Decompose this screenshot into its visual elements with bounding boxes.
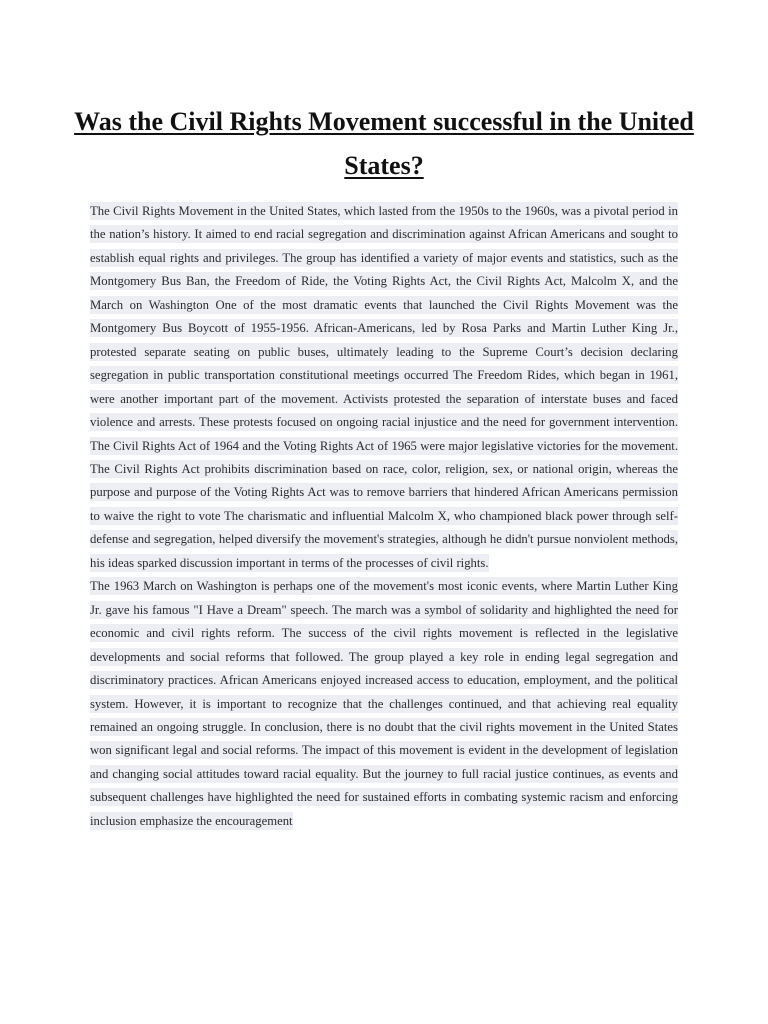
paragraph-1-text: The Civil Rights Movement in the United States, which lasted from the 1950s to the 1960s, was a pivotal period in the nation’s history. It aimed to end racial segregation and discrimination against African Americans and sought to establish equal rights and privileges. The group has identified a variety of major events and statistics, such as the Montgomery Bus Ban, the Freedom of Ride, the Voting Rights Act, the Civil Rights Act, Malcolm X, and the March on Washington One of the most dramatic events that launched the Civil Rights Movement was the Montgomery Bus Boycott of 1955-1956. African-Americans, led by Rosa Parks and Martin Luther King Jr., protested separate seating on public buses, ultimately leading to the Supreme Court’s decision declaring segregation in public transportation constitutional meetings occurred The Freedom Rides, which began in 1961, were another important part of the movement. Activists protested the separation of interstate buses and faced violence and arrests. These protests focused on ongoing racial injustice and the need for government intervention. The Civil Rights Act of 1964 and the Voting Rights Act of 1965 were major legislative victories for the movement. The Civil Rights Act prohibits discrimination based on race, color, religion, sex, or national origin, whereas the purpose and purpose of the Voting Rights Act was to remove barriers that hindered African Americans permission to waive the right to vote The charismatic and influential Malcolm X, who championed black power through self-defense and segregation, helped diversify the movement's strategies, although he didn't pursue nonviolent methods, his ideas sparked discussion important in terms of the processes of civil rights. [90, 204, 678, 570]
paragraph-2 [90, 575, 678, 833]
paragraph-1 [90, 200, 678, 575]
paragraph-2-text: The 1963 March on Washington is perhaps one of the movement's most iconic events, where Martin Luther King Jr. gave his famous "I Have a Dream" speech. The march was a symbol of solidarity and highlighted the need for economic and civil rights reform. The success of the civil rights movement is reflected in the legislative developments and social reforms that followed. The group played a key role in ending legal segregation and discriminatory practices. African Americans enjoyed increased access to education, employment, and the political system. However, it is important to recognize that the challenges continued, and that achieving real equality remained an ongoing struggle. In conclusion, there is no doubt that the civil rights movement in the United States won significant legal and social reforms. The impact of this movement is evident in the development of legislation and changing social attitudes toward racial equality. But the journey to full racial justice continues, as events and subsequent challenges have highlighted the need for sustained efforts in combating systemic racism and enforcing inclusion emphasize the encouragement [90, 579, 678, 828]
document-title: Was the Civil Rights Movement successful in the United States? [74, 107, 694, 180]
document-body [90, 200, 678, 833]
